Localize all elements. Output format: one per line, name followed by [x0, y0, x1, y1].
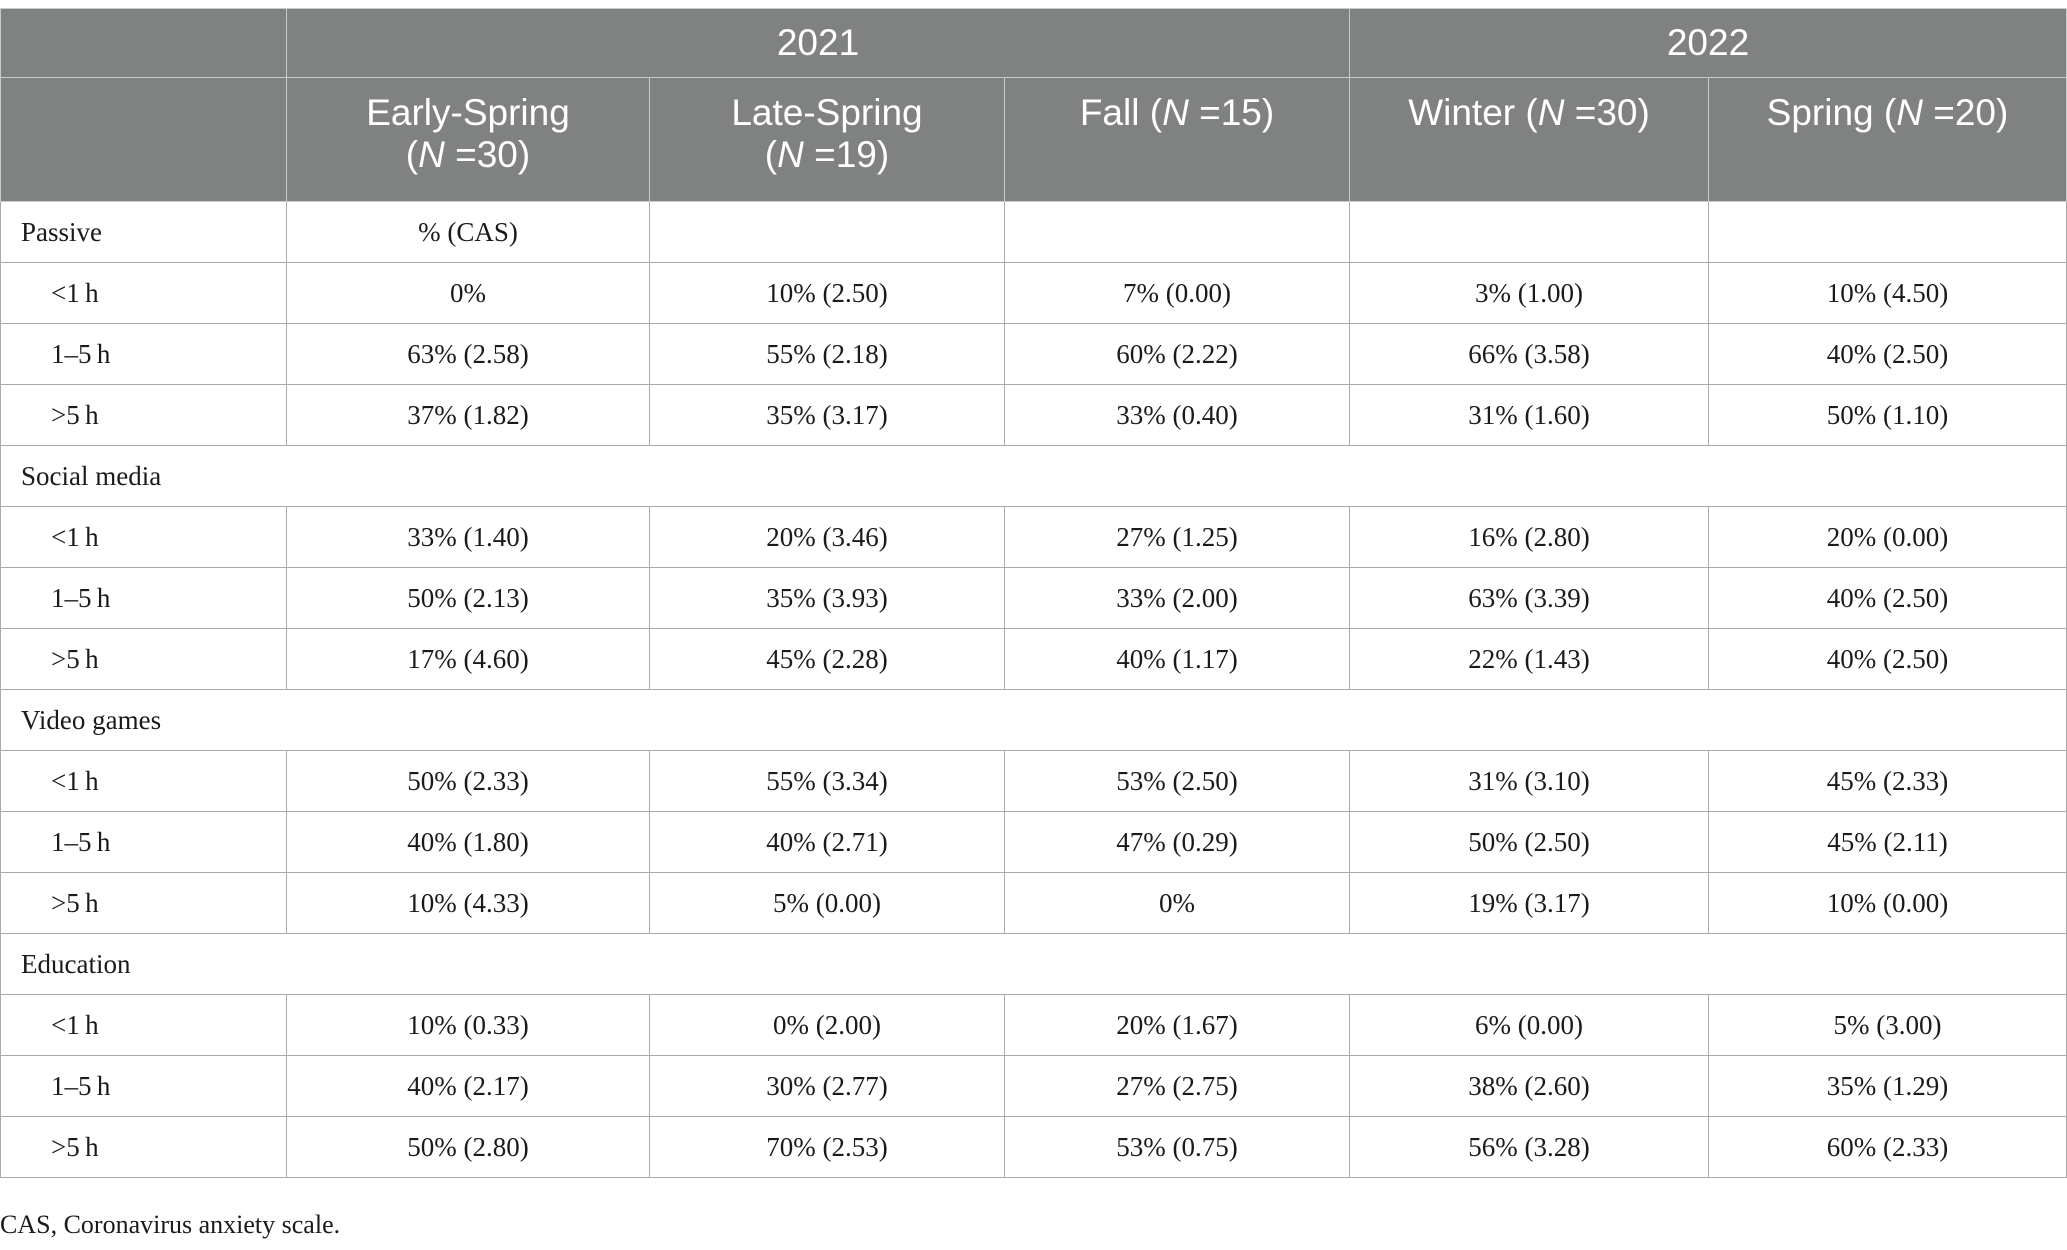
cell: 35% (1.29): [1709, 1056, 2067, 1117]
cell: 60% (2.33): [1709, 1117, 2067, 1178]
cell: 10% (0.33): [287, 995, 650, 1056]
row-label: >5 h: [1, 385, 287, 446]
cell: 10% (0.00): [1709, 873, 2067, 934]
table-footnote: CAS, Coronavirus anxiety scale.: [0, 1210, 341, 1239]
year-header-2021: 2021: [287, 9, 1350, 78]
cell: 5% (3.00): [1709, 995, 2067, 1056]
section-label: Social media: [1, 446, 2067, 507]
cell: 31% (3.10): [1350, 751, 1709, 812]
table-row: [1, 751, 2067, 812]
table-row: [1, 873, 2067, 934]
season-name: Winter: [1408, 92, 1516, 133]
cell: 38% (2.60): [1350, 1056, 1709, 1117]
table-row: [1, 812, 2067, 873]
table-row: [1, 385, 2067, 446]
cell: 50% (2.13): [287, 568, 650, 629]
section-row-education: [1, 934, 2067, 995]
table-row: [1, 995, 2067, 1056]
data-table: [0, 8, 2067, 1178]
season-header-fall: Fall (N =15): [1005, 78, 1350, 202]
cell: 40% (2.17): [287, 1056, 650, 1117]
table-body: [1, 202, 2067, 1178]
cell: 6% (0.00): [1350, 995, 1709, 1056]
section-label: Video games: [1, 690, 2067, 751]
row-label: 1–5 h: [1, 568, 287, 629]
season-name: Early-Spring: [366, 92, 570, 133]
table-row: [1, 263, 2067, 324]
cell: 55% (3.34): [650, 751, 1005, 812]
row-label: <1 h: [1, 751, 287, 812]
n-value: 30: [476, 134, 518, 175]
cell: 10% (4.50): [1709, 263, 2067, 324]
cell: 63% (3.39): [1350, 568, 1709, 629]
cell: 0%: [1005, 873, 1350, 934]
n-label: N: [418, 134, 445, 175]
table-container: [0, 8, 2067, 1178]
table-row: [1, 507, 2067, 568]
cell: 40% (1.17): [1005, 629, 1350, 690]
table-row: [1, 324, 2067, 385]
cell: 60% (2.22): [1005, 324, 1350, 385]
empty-cell: [650, 202, 1005, 263]
table-row: [1, 568, 2067, 629]
cell: 50% (1.10): [1709, 385, 2067, 446]
cell: 7% (0.00): [1005, 263, 1350, 324]
season-header-early-spring: Early-Spring (N =30): [287, 78, 650, 202]
n-value: 19: [835, 134, 877, 175]
season-name: Spring: [1766, 92, 1874, 133]
cell: 0% (2.00): [650, 995, 1005, 1056]
cell: 45% (2.11): [1709, 812, 2067, 873]
table-header: [1, 9, 2067, 202]
row-label: 1–5 h: [1, 324, 287, 385]
season-name: Fall: [1079, 92, 1140, 133]
cell: 40% (2.50): [1709, 629, 2067, 690]
cell: 5% (0.00): [650, 873, 1005, 934]
cell: 3% (1.00): [1350, 263, 1709, 324]
cell: 47% (0.29): [1005, 812, 1350, 873]
n-value: 20: [1954, 92, 1997, 133]
section-note: % (CAS): [287, 202, 650, 263]
cell: 35% (3.17): [650, 385, 1005, 446]
cell: 55% (2.18): [650, 324, 1005, 385]
cell: 27% (2.75): [1005, 1056, 1350, 1117]
table-row: [1, 1056, 2067, 1117]
section-label: Passive: [1, 202, 287, 263]
corner-cell-2: [1, 78, 287, 202]
cell: 20% (0.00): [1709, 507, 2067, 568]
cell: 17% (4.60): [287, 629, 650, 690]
n-label: N: [1896, 92, 1923, 133]
table-row: [1, 629, 2067, 690]
row-label: >5 h: [1, 1117, 287, 1178]
empty-cell: [1709, 202, 2067, 263]
cell: 20% (1.67): [1005, 995, 1350, 1056]
row-label: >5 h: [1, 873, 287, 934]
cell: 45% (2.28): [650, 629, 1005, 690]
row-label: <1 h: [1, 995, 287, 1056]
cell: 30% (2.77): [650, 1056, 1005, 1117]
cell: 53% (2.50): [1005, 751, 1350, 812]
season-header-late-spring: Late-Spring (N =19): [650, 78, 1005, 202]
n-label: N: [1537, 92, 1565, 133]
row-label: <1 h: [1, 263, 287, 324]
cell: 10% (4.33): [287, 873, 650, 934]
n-label: N: [1162, 92, 1189, 133]
cell: 56% (3.28): [1350, 1117, 1709, 1178]
n-value: 15: [1220, 92, 1262, 133]
cell: 63% (2.58): [287, 324, 650, 385]
row-label: 1–5 h: [1, 812, 287, 873]
cell: 40% (1.80): [287, 812, 650, 873]
cell: 70% (2.53): [650, 1117, 1005, 1178]
cell: 45% (2.33): [1709, 751, 2067, 812]
cell: 20% (3.46): [650, 507, 1005, 568]
cell: 35% (3.93): [650, 568, 1005, 629]
cell: 10% (2.50): [650, 263, 1005, 324]
section-row-video-games: [1, 690, 2067, 751]
cell: 50% (2.80): [287, 1117, 650, 1178]
season-header-row: [1, 78, 2067, 202]
n-label: N: [777, 134, 804, 175]
cell: 27% (1.25): [1005, 507, 1350, 568]
cell: 0%: [287, 263, 650, 324]
cell: 66% (3.58): [1350, 324, 1709, 385]
n-value: 30: [1596, 92, 1638, 133]
empty-cell: [1005, 202, 1350, 263]
cell: 19% (3.17): [1350, 873, 1709, 934]
cell: 40% (2.50): [1709, 568, 2067, 629]
season-header-winter: Winter (N =30): [1350, 78, 1709, 202]
cell: 53% (0.75): [1005, 1117, 1350, 1178]
section-row-social-media: [1, 446, 2067, 507]
row-label: <1 h: [1, 507, 287, 568]
row-label: >5 h: [1, 629, 287, 690]
corner-cell: [1, 9, 287, 78]
cell: 33% (1.40): [287, 507, 650, 568]
cell: 33% (2.00): [1005, 568, 1350, 629]
cell: 31% (1.60): [1350, 385, 1709, 446]
cell: 16% (2.80): [1350, 507, 1709, 568]
row-label: 1–5 h: [1, 1056, 287, 1117]
cell: 37% (1.82): [287, 385, 650, 446]
cell: 50% (2.50): [1350, 812, 1709, 873]
season-header-spring: Spring (N =20): [1709, 78, 2067, 202]
season-name: Late-Spring: [731, 92, 923, 133]
section-label: Education: [1, 934, 2067, 995]
year-header-2022: 2022: [1350, 9, 2067, 78]
cell: 22% (1.43): [1350, 629, 1709, 690]
empty-cell: [1350, 202, 1709, 263]
year-header-row: [1, 9, 2067, 78]
table-row: [1, 1117, 2067, 1178]
cell: 40% (2.50): [1709, 324, 2067, 385]
section-row-passive: [1, 202, 2067, 263]
cell: 33% (0.40): [1005, 385, 1350, 446]
cell: 40% (2.71): [650, 812, 1005, 873]
cell: 50% (2.33): [287, 751, 650, 812]
